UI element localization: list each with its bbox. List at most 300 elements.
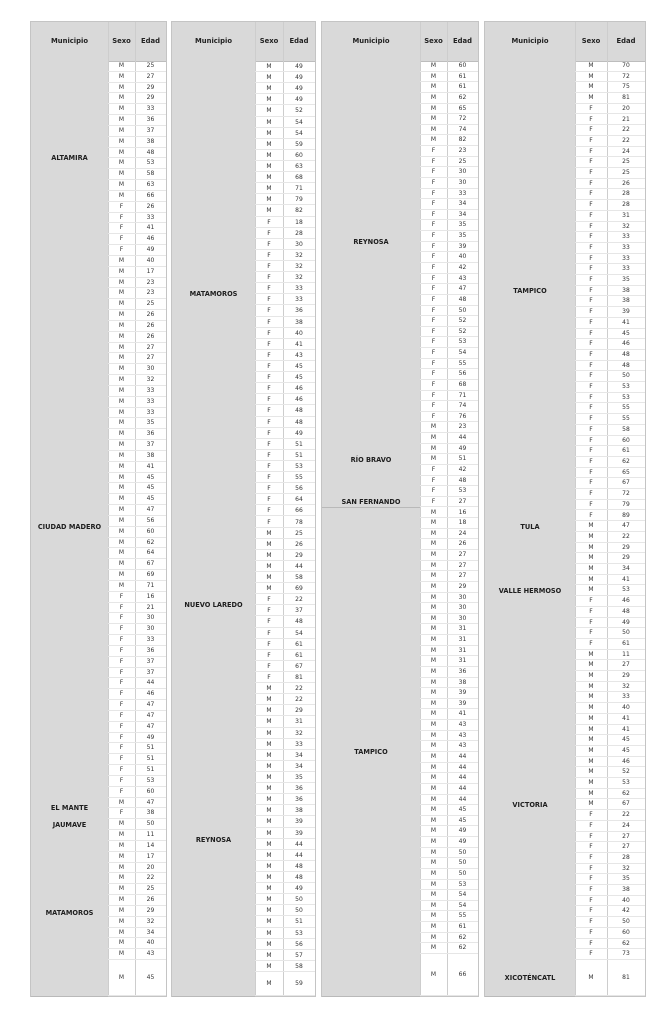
sexo-cell: F xyxy=(431,157,436,165)
table-row xyxy=(108,483,166,494)
edad-cell: 21 xyxy=(622,115,630,123)
edad-cell: 49 xyxy=(295,885,303,893)
municipio-name: SAN FERNANDO xyxy=(341,498,401,507)
edad-cell: 49 xyxy=(622,618,630,626)
table-column-3 xyxy=(321,21,479,997)
sexo-cell: M xyxy=(118,863,125,871)
edad-cell: 17 xyxy=(146,852,155,860)
sexo-cell: F xyxy=(589,297,593,305)
edad-cell: 26 xyxy=(622,179,630,187)
sexo-cell: M xyxy=(266,896,272,904)
edad-cell: 38 xyxy=(295,318,303,326)
edad-cell: 53 xyxy=(458,338,467,346)
sexo-cell: F xyxy=(431,317,436,325)
table-row xyxy=(255,239,315,250)
sexo-cell: M xyxy=(588,565,594,572)
sexo-cell: M xyxy=(118,527,125,535)
edad-cell: 51 xyxy=(146,744,155,752)
municipio-name: VALLE HERMOSO xyxy=(498,586,562,595)
sexo-cell: F xyxy=(431,200,436,208)
table-row xyxy=(108,473,166,484)
sexo-cell: M xyxy=(588,522,594,530)
table-row xyxy=(255,150,315,161)
sexo-cell: M xyxy=(430,721,437,729)
edad-cell: 69 xyxy=(295,585,303,593)
edad-cell: 66 xyxy=(295,507,303,515)
sexo-cell: F xyxy=(589,350,593,358)
edad-cell: 61 xyxy=(458,83,467,91)
sexo-cell: F xyxy=(431,465,436,473)
table-row xyxy=(255,172,315,183)
edad-cell: 29 xyxy=(622,543,630,551)
table-row xyxy=(575,767,645,778)
table-row xyxy=(255,772,315,783)
table-row xyxy=(255,217,315,228)
table-row xyxy=(575,232,645,243)
table-row xyxy=(575,93,645,104)
table-row xyxy=(255,639,315,650)
edad-cell: 34 xyxy=(146,928,155,936)
edad-cell: 25 xyxy=(295,529,303,537)
header-sexo: Sexo xyxy=(112,37,131,45)
table-row xyxy=(420,848,478,859)
table-row xyxy=(575,714,645,725)
sexo-cell: M xyxy=(588,704,594,712)
edad-cell: 30 xyxy=(295,240,303,248)
sexo-cell: M xyxy=(118,950,125,958)
edad-cell: 49 xyxy=(295,429,303,437)
sexo-cell: M xyxy=(430,806,437,814)
municipio-name: TULA xyxy=(520,522,540,531)
table-row xyxy=(575,61,645,72)
table-header xyxy=(172,22,315,62)
edad-cell: 36 xyxy=(146,430,155,438)
sexo-cell: F xyxy=(267,274,271,282)
sexo-cell: F xyxy=(589,169,593,177)
sexo-cell: F xyxy=(589,928,593,936)
edad-cell: 41 xyxy=(295,340,303,348)
sexo-cell: F xyxy=(267,507,271,515)
municipio-name: REYNOSA xyxy=(353,237,389,246)
municipio-name: JAUMAVE xyxy=(52,820,87,829)
table-row xyxy=(108,668,166,679)
table-row xyxy=(575,478,645,489)
sexo-cell: M xyxy=(266,785,272,793)
edad-cell: 44 xyxy=(458,763,467,771)
edad-cell: 24 xyxy=(622,147,630,155)
table-row xyxy=(575,799,645,810)
edad-cell: 43 xyxy=(458,731,467,739)
edad-cell: 45 xyxy=(295,362,303,370)
edad-cell: 58 xyxy=(295,574,303,582)
sexo-cell: F xyxy=(431,295,436,303)
edad-cell: 31 xyxy=(458,657,467,665)
table-row xyxy=(575,136,645,147)
table-row xyxy=(420,252,478,263)
edad-cell: 45 xyxy=(295,374,303,382)
table-row xyxy=(575,618,645,629)
edad-cell: 64 xyxy=(146,549,155,557)
sexo-cell: F xyxy=(431,263,436,271)
table-row xyxy=(255,628,315,639)
sexo-cell: M xyxy=(118,974,125,981)
table-row xyxy=(255,928,315,939)
sexo-cell: M xyxy=(430,434,437,442)
sexo-cell: F xyxy=(267,662,271,670)
edad-cell: 72 xyxy=(458,115,467,123)
edad-cell: 33 xyxy=(458,189,467,197)
sexo-cell: M xyxy=(266,129,272,137)
edad-cell: 31 xyxy=(458,646,467,654)
sexo-cell: F xyxy=(589,607,593,615)
edad-cell: 45 xyxy=(146,473,155,481)
table-row xyxy=(108,538,166,549)
table-row xyxy=(255,883,315,894)
municipio-name: XICOTÉNCATL xyxy=(504,974,556,982)
edad-cell: 44 xyxy=(295,562,303,570)
edad-cell: 62 xyxy=(146,538,155,546)
header-municipio: Municipio xyxy=(51,37,88,45)
table-row xyxy=(420,422,478,433)
table-row xyxy=(420,933,478,944)
table-row xyxy=(575,339,645,350)
edad-cell: 45 xyxy=(622,746,630,754)
edad-cell: 66 xyxy=(146,191,155,199)
edad-cell: 54 xyxy=(458,349,467,357)
edad-cell: 52 xyxy=(458,327,467,335)
edad-cell: 38 xyxy=(622,886,630,894)
edad-cell: 30 xyxy=(146,365,155,373)
sexo-cell: F xyxy=(589,179,593,187)
edad-cell: 29 xyxy=(295,707,303,715)
table-row xyxy=(420,401,478,412)
sexo-cell: M xyxy=(588,94,594,102)
table-row xyxy=(575,532,645,543)
table-row xyxy=(108,148,166,159)
edad-cell: 26 xyxy=(458,540,467,548)
municipio-group xyxy=(322,422,420,497)
table-row xyxy=(255,494,315,505)
edad-cell: 27 xyxy=(146,343,155,351)
table-row xyxy=(420,508,478,519)
sexo-cell: M xyxy=(588,575,594,583)
sexo-cell: F xyxy=(431,274,436,282)
table-row xyxy=(420,911,478,922)
edad-cell: 51 xyxy=(295,440,303,448)
table-row xyxy=(575,832,645,843)
table-row xyxy=(255,872,315,883)
table-row xyxy=(420,82,478,93)
edad-cell: 50 xyxy=(458,859,467,867)
sexo-cell: M xyxy=(430,593,437,601)
sexo-cell: M xyxy=(118,874,125,882)
table-row xyxy=(108,581,166,592)
edad-cell: 54 xyxy=(295,129,303,137)
edad-cell: 67 xyxy=(146,560,155,568)
edad-cell: 56 xyxy=(295,485,303,493)
table-row xyxy=(255,250,315,261)
edad-cell: 31 xyxy=(622,211,630,219)
sexo-cell: F xyxy=(267,385,271,393)
sexo-cell: M xyxy=(266,751,272,759)
edad-cell: 81 xyxy=(295,674,303,682)
sexo-cell: F xyxy=(589,896,593,904)
edad-cell: 50 xyxy=(295,896,303,904)
sexo-cell: F xyxy=(589,853,593,861)
table-row xyxy=(255,439,315,450)
table-row xyxy=(108,278,166,289)
edad-cell: 22 xyxy=(622,532,630,540)
edad-cell: 37 xyxy=(146,668,155,676)
sexo-cell: M xyxy=(266,740,272,748)
table-row xyxy=(575,500,645,511)
sexo-cell: F xyxy=(589,950,593,958)
sexo-cell: F xyxy=(589,490,593,498)
sexo-cell: M xyxy=(430,901,437,909)
edad-cell: 67 xyxy=(295,662,303,670)
edad-cell: 27 xyxy=(622,661,630,669)
edad-cell: 78 xyxy=(295,518,303,526)
table-row xyxy=(575,157,645,168)
table-row xyxy=(108,743,166,754)
table-row xyxy=(575,468,645,479)
edad-cell: 37 xyxy=(146,126,155,134)
edad-cell: 60 xyxy=(622,928,630,936)
table-row xyxy=(420,263,478,274)
edad-cell: 48 xyxy=(295,407,303,415)
table-row xyxy=(420,146,478,157)
sexo-cell: F xyxy=(589,511,593,519)
table-row xyxy=(255,517,315,528)
table-row xyxy=(108,158,166,169)
table-row xyxy=(255,405,315,416)
sexo-cell: F xyxy=(267,451,271,459)
municipio-group xyxy=(31,830,108,997)
edad-cell: 40 xyxy=(458,253,467,261)
table-row xyxy=(575,585,645,596)
sexo-cell: F xyxy=(267,674,271,682)
table-row xyxy=(575,489,645,500)
table-row xyxy=(575,147,645,158)
edad-cell: 53 xyxy=(622,779,630,787)
sexo-cell: F xyxy=(119,592,124,600)
sexo-cell: M xyxy=(430,115,437,123)
sexo-cell: F xyxy=(589,211,593,219)
table-row xyxy=(575,917,645,928)
sexo-cell: F xyxy=(267,229,271,237)
table-row xyxy=(255,483,315,494)
table-row xyxy=(108,754,166,765)
sexo-cell: F xyxy=(589,393,593,401)
table-row xyxy=(420,348,478,359)
sexo-cell: M xyxy=(588,779,594,787)
table-row xyxy=(575,361,645,372)
table-row xyxy=(255,228,315,239)
table-row xyxy=(575,264,645,275)
sexo-cell: M xyxy=(266,885,272,893)
edad-cell: 23 xyxy=(458,423,467,431)
edad-cell: 62 xyxy=(622,789,630,797)
edad-cell: 49 xyxy=(295,74,303,82)
table-row xyxy=(255,583,315,594)
edad-cell: 54 xyxy=(295,118,303,126)
table-row xyxy=(420,582,478,593)
municipio-group xyxy=(172,683,255,997)
sexo-cell: F xyxy=(431,178,436,186)
table-row xyxy=(575,254,645,265)
table-row xyxy=(420,369,478,380)
municipio-name: REYNOSA xyxy=(195,835,232,844)
sexo-cell: M xyxy=(118,571,125,579)
edad-cell: 27 xyxy=(622,832,630,840)
sexo-cell: F xyxy=(119,213,124,221)
table-row xyxy=(255,916,315,927)
edad-cell: 50 xyxy=(622,629,630,637)
table-row xyxy=(108,397,166,408)
table-row xyxy=(108,180,166,191)
sexo-cell: M xyxy=(588,746,594,754)
edad-cell: 22 xyxy=(622,811,630,819)
edad-cell: 47 xyxy=(146,506,155,514)
table-row xyxy=(420,890,478,901)
edad-cell: 54 xyxy=(458,901,467,909)
edad-cell: 14 xyxy=(146,841,155,849)
table-row xyxy=(575,607,645,618)
sexo-cell: M xyxy=(588,693,594,701)
sexo-cell: M xyxy=(588,789,594,797)
table-row xyxy=(575,72,645,83)
sexo-cell: M xyxy=(266,107,272,115)
table-row xyxy=(108,494,166,505)
sexo-cell: F xyxy=(589,372,593,380)
table-row xyxy=(575,885,645,896)
edad-cell: 64 xyxy=(295,496,303,504)
table-row xyxy=(255,694,315,705)
table-header xyxy=(31,22,166,62)
edad-cell: 22 xyxy=(295,696,303,704)
table-row xyxy=(420,561,478,572)
header-municipio: Municipio xyxy=(195,37,232,45)
table-row xyxy=(108,299,166,310)
edad-cell: 45 xyxy=(146,484,155,492)
edad-cell: 33 xyxy=(622,693,630,701)
table-row xyxy=(420,624,478,635)
sexo-cell: F xyxy=(119,766,124,774)
table-row xyxy=(255,194,315,205)
edad-cell: 38 xyxy=(622,297,630,305)
edad-cell: 30 xyxy=(458,614,467,622)
sexo-cell: M xyxy=(266,929,272,937)
table-header xyxy=(485,22,645,62)
table-row xyxy=(108,700,166,711)
table-row xyxy=(575,222,645,233)
sexo-cell: F xyxy=(589,329,593,337)
municipio-name: CIUDAD MADERO xyxy=(37,522,102,531)
edad-cell: 41 xyxy=(146,224,155,232)
table-row xyxy=(255,61,315,72)
table-column-4 xyxy=(484,21,646,997)
table-row xyxy=(108,191,166,202)
sexo-cell: M xyxy=(430,827,437,835)
edad-cell: 79 xyxy=(295,196,303,204)
sexo-cell: F xyxy=(119,755,124,763)
sexo-cell: F xyxy=(267,362,271,370)
table-row xyxy=(575,104,645,115)
edad-cell: 53 xyxy=(622,383,630,391)
sexo-cell: F xyxy=(431,497,436,505)
table-row xyxy=(255,661,315,672)
table-row xyxy=(108,603,166,614)
sexo-cell: M xyxy=(266,762,272,770)
sexo-cell: F xyxy=(267,496,271,504)
sexo-cell: M xyxy=(430,880,437,888)
table-row xyxy=(420,837,478,848)
edad-cell: 33 xyxy=(146,213,155,221)
edad-cell: 34 xyxy=(622,565,630,572)
edad-cell: 33 xyxy=(146,105,155,113)
edad-cell: 72 xyxy=(622,490,630,498)
table-row xyxy=(575,457,645,468)
edad-cell: 81 xyxy=(622,94,630,102)
sexo-cell: M xyxy=(430,795,437,803)
sexo-cell: M xyxy=(266,151,272,159)
edad-cell: 39 xyxy=(458,689,467,697)
table-row xyxy=(575,403,645,414)
edad-cell: 82 xyxy=(295,207,303,215)
edad-cell: 45 xyxy=(146,974,155,981)
sexo-cell: M xyxy=(430,444,437,452)
sexo-cell: F xyxy=(431,232,436,240)
sexo-cell: F xyxy=(589,821,593,829)
edad-cell: 40 xyxy=(146,939,155,947)
sexo-cell: M xyxy=(266,840,272,848)
table-row xyxy=(420,125,478,136)
edad-cell: 29 xyxy=(622,672,630,680)
sexo-cell: F xyxy=(589,243,593,251)
sexo-cell: M xyxy=(266,162,272,170)
sexo-cell: F xyxy=(119,224,124,232)
table-row xyxy=(108,321,166,332)
table-row xyxy=(255,183,315,194)
edad-cell: 33 xyxy=(622,265,630,273)
edad-cell: 53 xyxy=(295,462,303,470)
table-row xyxy=(575,350,645,361)
table-row xyxy=(108,343,166,354)
edad-cell: 33 xyxy=(146,408,155,416)
sexo-cell: F xyxy=(589,104,593,112)
table-row xyxy=(420,157,478,168)
sexo-cell: M xyxy=(266,940,272,948)
sexo-cell: F xyxy=(267,374,271,382)
table-row xyxy=(255,305,315,316)
sexo-cell: F xyxy=(267,218,271,226)
table-row xyxy=(255,616,315,627)
edad-cell: 22 xyxy=(295,596,303,604)
table-row xyxy=(255,283,315,294)
edad-cell: 26 xyxy=(146,321,155,329)
table-row xyxy=(575,179,645,190)
edad-cell: 48 xyxy=(295,618,303,626)
table-row xyxy=(420,635,478,646)
sexo-cell: M xyxy=(118,495,125,503)
edad-cell: 39 xyxy=(458,242,467,250)
header-sexo: Sexo xyxy=(424,37,443,45)
edad-cell: 25 xyxy=(458,157,467,165)
edad-cell: 55 xyxy=(622,415,630,423)
table-row xyxy=(108,213,166,224)
edad-cell: 31 xyxy=(295,718,303,726)
edad-cell: 44 xyxy=(146,679,155,687)
